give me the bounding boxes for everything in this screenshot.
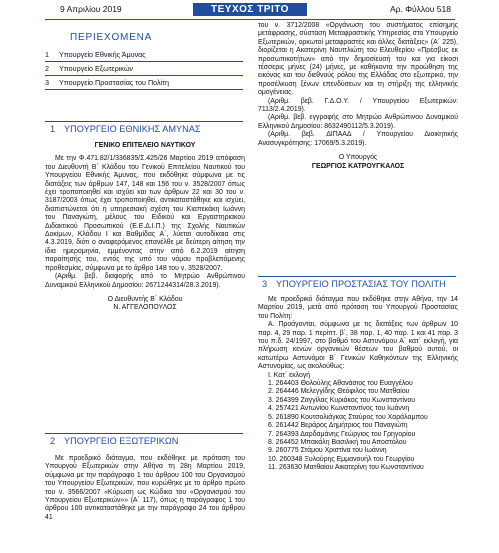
section-3-paragraph-a: Α. Προάγονται, σύμφωνα με τις διατάξεις των άρθρων 10 παρ. 4, 29 παρ. 1 περίπτ. β΄, 38 παρ. 1, 40 παρ. 1 και 41 παρ. 3 του π.δ. 24/1997, στο βαθμό του Αστυνόμου Α΄ κατ΄ εκλογή, για πλήρωση κενών οργανικών θέσεων του βαθμού αυτού, οι κατωτέρω Αστυνόμοι Β΄ Γενικών Καθηκόντων της Ελληνικής Αστυνομίας, ως ακολούθως: (258, 321, 458, 371)
list-item: 2. 264446 Μελεγγίδης Θεόφιλος του Ματθαίου (268, 388, 410, 396)
section-1-signer-role: Ο Διευθυντής Β΄ Κλάδου (107, 295, 183, 303)
sheet-number: Αρ. Φύλλου 518 (390, 4, 451, 14)
toc-item[interactable]: 1 Υπουργείο Εθνικής Άμυνας (45, 48, 243, 62)
list-item: 1. 264403 Θολούλης Αθανάσιος του Ευαγγέλου (268, 380, 413, 388)
page-header (0, 0, 499, 20)
list-item: 4. 257421 Αντωνίου Κωνσταντίνος του Ιωάννη (268, 405, 410, 413)
list-item: 5. 261890 Κουτσολιάγκας Σταύρος του Χαράλαμπου (268, 413, 428, 421)
section-2-registry-2: (Αριθμ. βεβ. εγγραφής στο Μητρώο Ανθρώπινου Δυναμικού Ελληνικού Δημοσίου: 8632490112/5.3.2019). (258, 114, 458, 130)
section-1-signer-name: Ν. ΑΓΓΕΛΟΠΟΥΛΟΣ (113, 304, 177, 312)
section-2-heading: 2 ΥΠΟΥΡΓΕΙΟ ΕΞΩΤΕΡΙΚΩΝ (50, 436, 179, 446)
table-of-contents (45, 48, 243, 90)
list-item: 3. 264399 Ζαγγίλας Κυριάκος του Κωνσταντίνου (268, 396, 416, 404)
section-2-signer-name: ΓΕΩΡΓΙΟΣ ΚΑΤΡΟΥΓΚΑΛΟΣ (311, 162, 405, 170)
section-2-registry-1: (Αριθμ. βεβ. Γ.Δ.Ο.Υ. / Υπουργείου Εξωτερικών: 7113/2.4.2019). (258, 97, 458, 114)
section-2-registry-3: (Αριθμ. βεβ. ΔΙΠΑΑΔ / Υπουργείου Διοικητικής Ανασυγκρότησης: 17069/5.3.2019). (258, 131, 458, 147)
section-2-body-left (45, 455, 245, 522)
header-rule (45, 19, 455, 20)
section-3-rule (258, 276, 456, 277)
list-item: 9. 260775 Στάμου Χριστίνα του Ιωάννη (268, 447, 387, 455)
section-3-list-head: Ι. Κατ΄ εκλογή (268, 371, 311, 379)
section-1-body (45, 142, 245, 313)
section-2-body-right (258, 22, 458, 171)
section-1-heading: 1 ΥΠΟΥΡΓΕΙΟ ΕΘΝΙΚΗΣ ΑΜΥΝΑΣ (50, 124, 201, 134)
section-2-text: Με προεδρικό διάταγμα, που εκδόθηκε με πρόταση του Υπουργού Εξωτερικών στην Αθήνα τη 28η Μαρτίου 2019, σύμφωνα με την παράγραφο 1 του άρθρου 100 του Οργανισμού του Υπουργείου Εξωτερικών, που κυρώθηκε με το άρθρο πρώτο του ν. 3566/2007 «Κύρωση ως Κώδικα του «Οργανισμού του Υπουργείου Εξωτερικών»» (Α΄ 117), όπως η παράγραφος 1 του άρθρου 100 αντικαταστάθηκε με την παράγραφο 24 του άρθρου 41 (45, 455, 245, 521)
list-item: 11. 263630 Ματθαίου Αικατερίνη του Κωνσταντίνου (268, 464, 424, 472)
section-1-registry: (Αριθμ. βεβ. διαφορής από το Μητρώο Ανθρώπινου Δυναμικού Ελληνικού Δημοσίου: 2671244314/28.3.2019). (45, 273, 245, 289)
list-item: 8. 264452 Μπακάλη Βασιλική του Αποστόλου (268, 438, 407, 446)
section-3-body (258, 296, 458, 473)
section-3-text: Με προεδρικό διάταγμα που εκδόθηκε στην Αθήνα, την 14 Μαρτίου 2019, μετά από πρόταση του Υπουργού Προστασίας του Πολίτη: (258, 296, 458, 320)
section-3-heading: 3 ΥΠΟΥΡΓΕΙΟ ΠΡΟΣΤΑΣΙΑΣ ΤΟΥ ΠΟΛΙΤΗ (262, 279, 446, 289)
issue-title: ΤΕΥΧΟΣ ΤΡΙΤΟ (193, 3, 307, 16)
toc-title: ΠΕΡΙΕΧΟΜΕΝΑ (70, 32, 153, 43)
toc-item[interactable]: 2 Υπουργείο Εξωτερικών (45, 62, 243, 76)
section-2-rule (45, 433, 243, 434)
section-1-subtitle: ΓΕΝΙΚΟ ΕΠΙΤΕΛΕΙΟ ΝΑΥΤΙΚΟΥ (94, 142, 196, 149)
list-item: 6. 261442 Βεράρος Δημήτριος του Παναγιώτη (268, 422, 408, 430)
list-item: 10. 260348 Ξυλούρης Εμμανουήλ του Γεωργίου (268, 455, 415, 463)
list-item: 7. 264393 Δαρδαμάνης Γεώργιος του Γρηγορίου (268, 430, 416, 438)
issue-date: 9 Απριλίου 2019 (60, 4, 122, 14)
section-1-rule (45, 121, 243, 122)
section-2-signer-role: Ο Υπουργός (338, 154, 378, 162)
section-1-text: Με την Φ.471.82/1/336835/Σ.425/26 Μαρτίου 2019 απόφαση του Διευθυντή Β΄ Κλάδου του Γενικού Επιτελείου Ναυτικού του Υπουργείου Εθνικής Άμυνας, που εκδόθηκε σύμφωνα με τις διατάξεις των άρθρων 147, 148 και 156 του ν. 3528/2007 όπως έχει τροποποιηθεί και ισχύει και των άρθρων 22 και 30 του ν. 3187/2003 όπως έχει τροποποιηθεί, αντικαταστάθηκε και ισχύει, διαπιστώνεται ότι η υπηρεσιακή σχέση του Κιαπεκάκη Ιωάννη του Παναγιώτη, μέλους του Ειδικού και Εργαστηριακού Διδακτικού Προσωπικού (Ε.Ε.Δ.Ι.Π.) της Σχολής Ναυτικών Δοκίμων, Κλάδου Ι και Βαθμίδας Α΄, λύεται αυτοδίκαια στις 4.3.2019, διότι ο αναφερόμενος επανέλθε με δεύτερη αίτηση την ίδια ημερομηνία, εμμένοντας στην από 6.2.2019 αίτηση παραίτησής του, εντός της υπό του νόμου προβλεπόμενης προθεσμίας, σύμφωνα με το άρθρο 148 του ν. 3528/2007. (45, 155, 245, 272)
toc-item[interactable]: 3 Υπουργείο Προστασίας του Πολίτη (45, 76, 243, 90)
section-2-text-cont: του ν. 3712/2008 «Οργάνωση του συστήματος επίσημης μετάφρασης, σύσταση Μεταφραστικής Υπηρεσίας στο Υπουργείο Εξωτερικών, ορκωτοί μεταφραστές και άλλες διατάξεις» (Α΄ 225), διορίζεται η Ακατερίνη Ναυπλιώτη του Ελευθερίου «Πρέσβυς εκ προσωπικοτήτων» από την δημοσίευσή του και για είκοσι τέσσερις μήνες (24) μήνες, με καθήκοντα την προώθηση της εικόνας και του διεθνούς ρόλου της Ελλάδας στο εξωτερικό, την προσέλκυση ξένων επενδύσεων και τη στήριξη της ελληνικής ομογένειας. (258, 22, 458, 97)
